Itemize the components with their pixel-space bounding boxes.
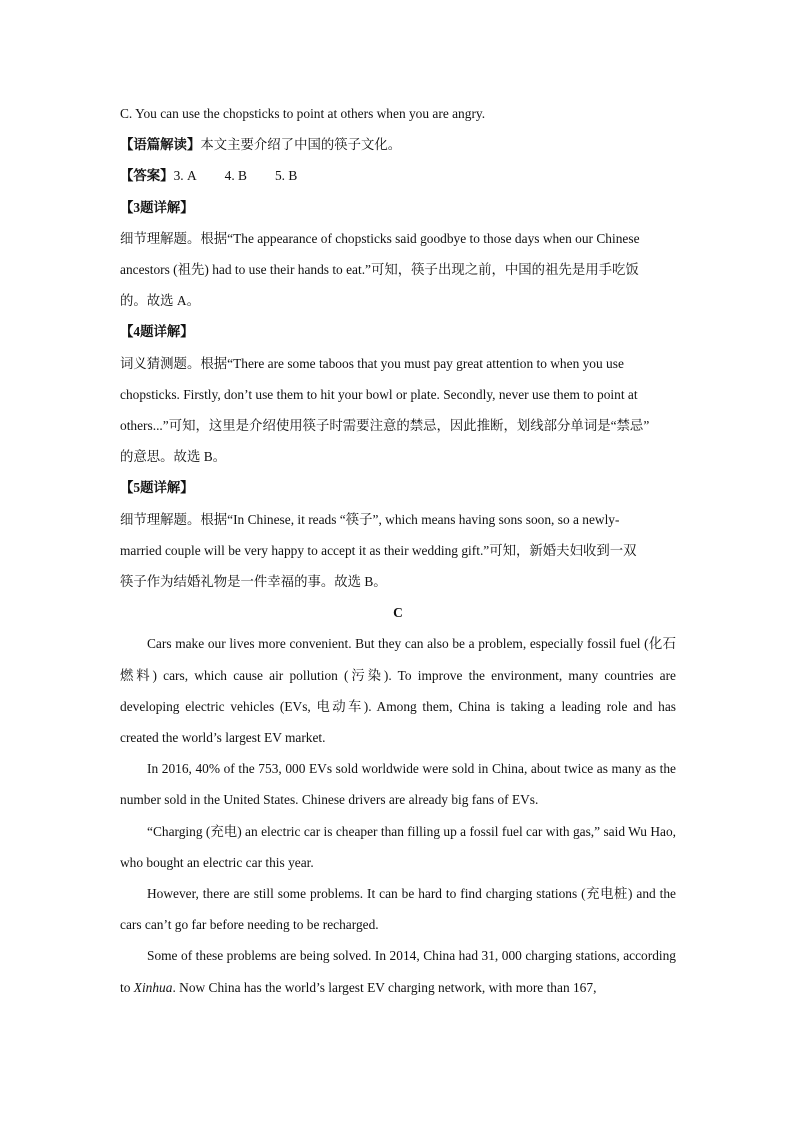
- passage-paragraph-4: However, there are still some problems. It can be hard to find charging stations (充电桩) and the cars can’t go far before needing to be recharged.: [120, 886, 676, 933]
- p5-text-before: Some of these problems are being solved. In 2014, China had 31, 000 charging stations, according to: [120, 948, 676, 995]
- answer-line: [120, 160, 676, 191]
- passage-paragraph-1: Cars make our lives more convenient. But they can also be a problem, especially fossil fuel (化石燃料) cars, which cause air pollution (污染). To improve the environment, many countries are developing electric vehicles (EVs, 电动车). Among them, China is taking a leading role and has created the world’s largest EV market.: [120, 636, 676, 746]
- source-name: Xinhua: [133, 979, 173, 995]
- q4-line: 词义猜测题。根据“There are some taboos that you must pay great attention to when you use: [120, 355, 624, 371]
- answer-item: 5. B: [274, 168, 298, 184]
- passage-paragraph-5: [120, 940, 676, 1002]
- p5-text-after: . Now China has the world’s largest EV charging network, with more than 167,: [172, 979, 597, 995]
- passage-letter: C: [393, 605, 403, 621]
- document-page: [120, 98, 676, 1003]
- q4-line: 的意思。故选 B。: [120, 449, 227, 465]
- q4-line: chopsticks. Firstly, don’t use them to hit your bowl or plate. Secondly, never use them to point at: [120, 386, 638, 402]
- q4-heading: 【4题详解】: [120, 324, 194, 340]
- analysis-text: 本文主要介绍了中国的筷子文化。: [200, 137, 402, 153]
- prev-option-c: C. You can use the chopsticks to point at others when you are angry.: [120, 106, 486, 121]
- q5-heading: 【5题详解】: [120, 480, 194, 496]
- q3-heading: 【3题详解】: [120, 199, 194, 215]
- answer-label: 【答案】: [120, 168, 174, 184]
- q5-line: married couple will be very happy to accept it as their wedding gift.”可知，新婚夫妇收到一双: [120, 542, 637, 558]
- passage-paragraph-3: “Charging (充电) an electric car is cheaper than filling up a fossil fuel car with gas,” said Wu Hao, who bought an electric car this year.: [120, 823, 676, 870]
- q5-line: 筷子作为结婚礼物是一件幸福的事。故选 B。: [120, 574, 387, 590]
- q3-line: 细节理解题。根据“The appearance of chopsticks said goodbye to those days when our Chinese: [120, 230, 640, 246]
- passage-paragraph-2: In 2016, 40% of the 753, 000 EVs sold worldwide were sold in China, about twice as many as the number sold in the United States. Chinese drivers are already big fans of EVs.: [120, 761, 676, 808]
- answer-item: 4. B: [224, 168, 247, 184]
- discourse-analysis: [120, 129, 676, 160]
- q3-line: ancestors (祖先) had to use their hands to eat.”可知，筷子出现之前，中国的祖先是用手吃饭: [120, 262, 639, 278]
- q4-line: others...”可知，这里是介绍使用筷子时需要注意的禁忌，因此推断，划线部分单词是“禁忌”: [120, 418, 650, 434]
- q3-line: 的。故选 A。: [120, 293, 200, 309]
- q5-line: 细节理解题。根据“In Chinese, it reads “筷子”, which means having sons soon, so a newly-: [120, 511, 620, 527]
- analysis-label: 【语篇解读】: [120, 137, 201, 153]
- answer-item: 3. A: [173, 168, 197, 184]
